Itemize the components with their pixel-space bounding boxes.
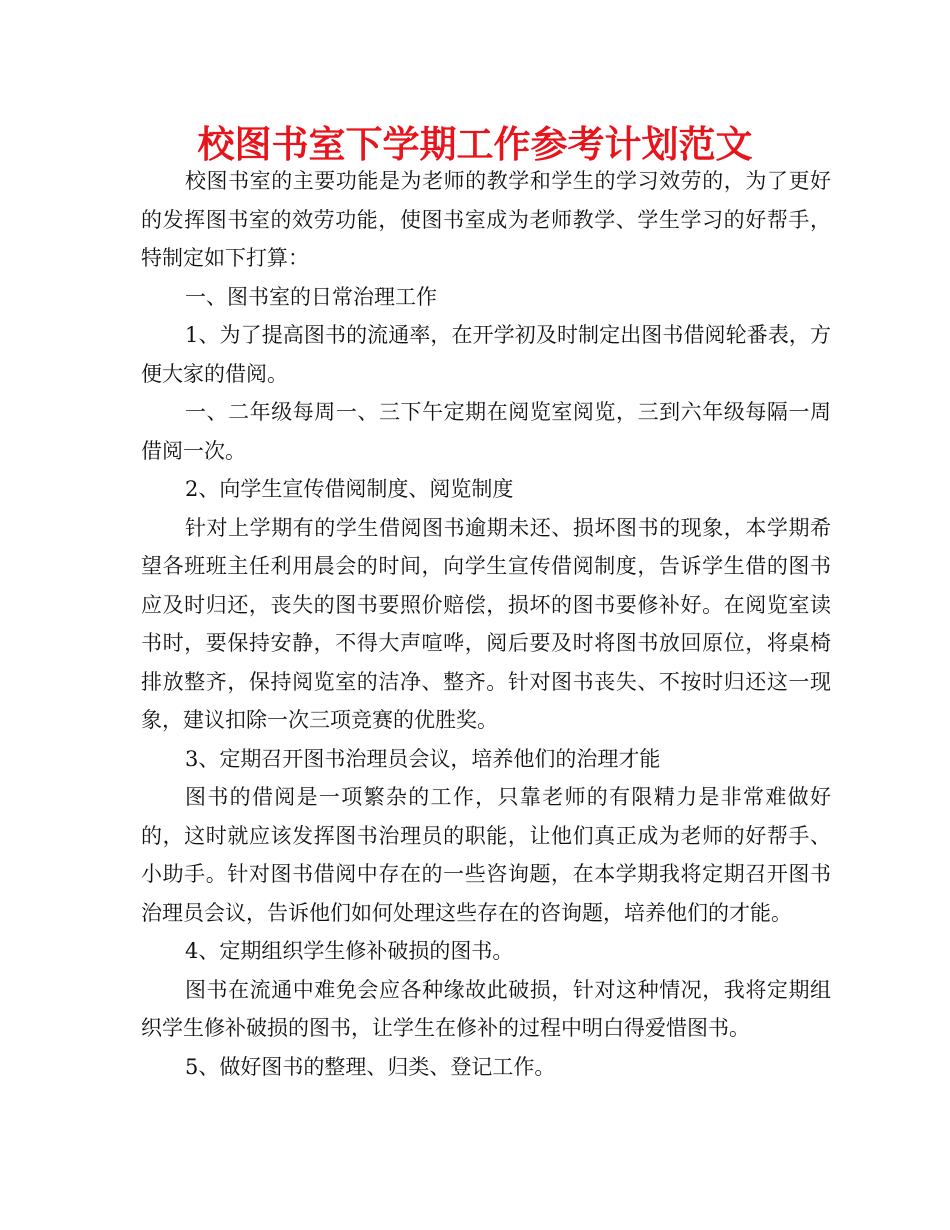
- item-3: 3、定期召开图书治理员会议，培养他们的治理才能: [185, 746, 661, 771]
- item-1: 1、为了提高图书的流通率，在开学初及时制定出图书借阅轮番表，方便大家的借阅。: [141, 323, 831, 386]
- document-title: 校图书室下学期工作参考计划范文: [197, 123, 753, 166]
- paragraph-borrowing-rules: 针对上学期有的学生借阅图书逾期未还、损坏图书的现象，本学期希望各班班主任利用晨会的时间，向学生宣传借阅制度，告诉学生借的图书应及时归还，丧失的图书要照价赔偿，损坏的图书要修补好。在阅览室读书时，要保持安静，不得大声喧哗，阅后要及时将图书放回原位，将桌椅排放整齐，保持阅览室的洁净、整齐。针对图书丧失、不按时归还这一现象，建议扣除一次三项竞赛的优胜奖。: [141, 515, 831, 732]
- paragraph-intro: 校图书室的主要功能是为老师的教学和学生的学习效劳的，为了更好的发挥图书室的效劳功能，使图书室成为老师教学、学生学习的好帮手，特制定如下打算：: [141, 169, 831, 270]
- paragraph-schedule: 一、二年级每周一、三下午定期在阅览室阅览，三到六年级每隔一周借阅一次。: [141, 400, 831, 463]
- document-body: [141, 162, 831, 1086]
- item-2: 2、向学生宣传借阅制度、阅览制度: [185, 477, 514, 501]
- heading-section-1: 一、图书室的日常治理工作: [185, 284, 437, 309]
- paragraph-librarian-meetings: 图书的借阅是一项繁杂的工作，只靠老师的有限精力是非常难做好的，这时就应该发挥图书治理员的职能，让他们真正成为老师的好帮手、小助手。针对图书借阅中存在的一些咨询题，在本学期我将定期召开图书治理员会议，告诉他们如何处理这些存在的咨询题，培养他们的才能。: [141, 785, 831, 925]
- item-5: 5、做好图书的整理、归类、登记工作。: [185, 1054, 556, 1079]
- paragraph-book-repair: 图书在流通中难免会应各种缘故此破损，针对这种情况，我将定期组织学生修补破损的图书，让学生在修补的过程中明白得爱惜图书。: [141, 977, 831, 1040]
- item-4: 4、定期组织学生修补破损的图书。: [185, 939, 514, 963]
